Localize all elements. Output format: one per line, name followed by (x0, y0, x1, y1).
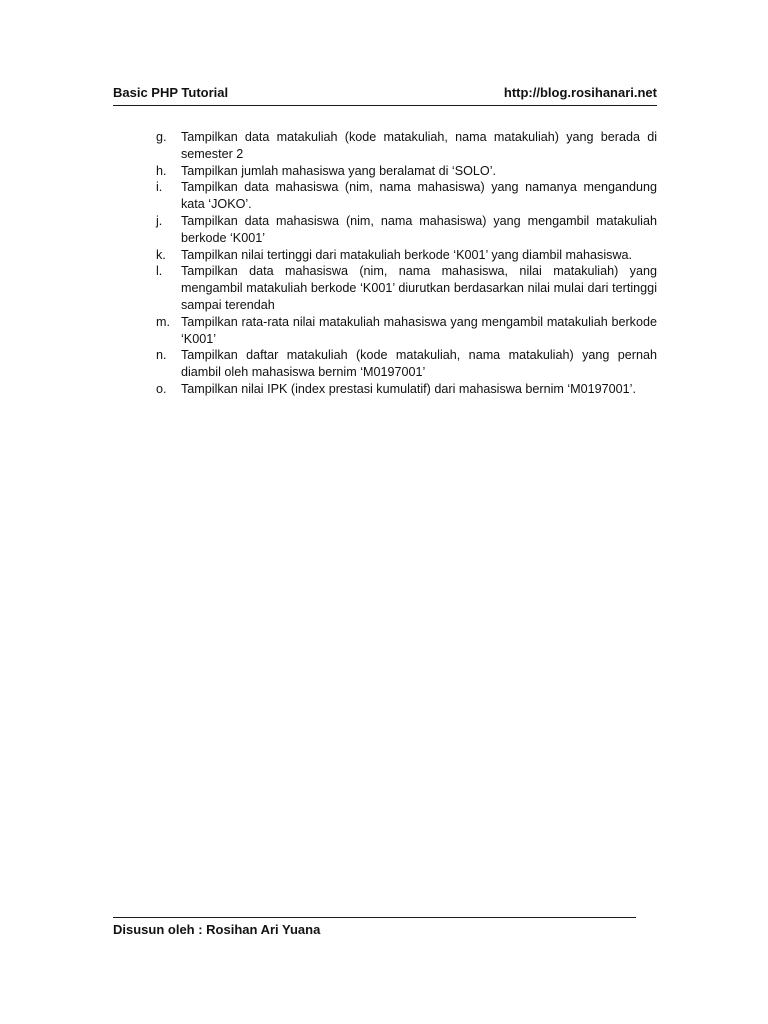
list-item (156, 213, 657, 247)
list-item-marker: h. (156, 163, 167, 178)
list-item (156, 314, 657, 348)
list-item-text: Tampilkan rata-rata nilai matakuliah mahasiswa yang mengambil matakuliah berkode ‘K001’ (181, 314, 657, 346)
list-item-marker: g. (156, 130, 167, 144)
list-item-text: Tampilkan jumlah mahasiswa yang beralamat di ‘SOLO’. (181, 163, 496, 178)
list-item (156, 247, 657, 264)
page-header (113, 84, 657, 106)
author-credit: Disusun oleh : Rosihan Ari Yuana (113, 922, 321, 937)
list-item-text: Tampilkan daftar matakuliah (kode matakuliah, nama matakuliah) yang pernah diambil oleh mahasiswa bernim ‘M0197001’ (181, 348, 657, 380)
list-item-text: Tampilkan data mahasiswa (nim, nama mahasiswa) yang namanya mengandung kata ‘JOKO’. (181, 180, 657, 212)
list-item (156, 179, 657, 213)
list-item-marker: i. (156, 180, 163, 195)
list-item (156, 129, 657, 163)
list-item (156, 263, 657, 313)
exercise-list (156, 129, 657, 398)
list-item (156, 347, 657, 381)
list-item-text: Tampilkan data matakuliah (kode matakuliah, nama matakuliah) yang berada di semester 2 (181, 130, 657, 161)
list-item-marker: n. (156, 348, 167, 363)
list-item-text: Tampilkan nilai IPK (index prestasi kumulatif) dari mahasiswa bernim ‘M0197001’. (181, 381, 636, 396)
list-item-text: Tampilkan data mahasiswa (nim, nama mahasiswa) yang mengambil matakuliah berkode ‘K001’ (181, 213, 657, 245)
list-item-text: Tampilkan data mahasiswa (nim, nama mahasiswa, nilai matakuliah) yang mengambil matakuliah berkode ‘K001’ diurutkan berdasarkan nilai mulai dari tertinggi sampai terendah (181, 264, 657, 312)
list-item-text: Tampilkan nilai tertinggi dari matakuliah berkode ‘K001’ yang diambil mahasiswa. (181, 247, 633, 262)
list-item-marker: k. (156, 247, 166, 262)
list-item-marker: o. (156, 381, 167, 396)
page-footer (113, 917, 636, 939)
list-item-marker: j. (156, 213, 163, 228)
header-title: Basic PHP Tutorial (113, 85, 229, 100)
header-url: http://blog.rosihanari.net (503, 85, 657, 100)
list-item-marker: m. (156, 314, 170, 329)
list-item (156, 381, 657, 398)
list-item (156, 163, 657, 180)
list-item-marker: l. (156, 264, 163, 279)
